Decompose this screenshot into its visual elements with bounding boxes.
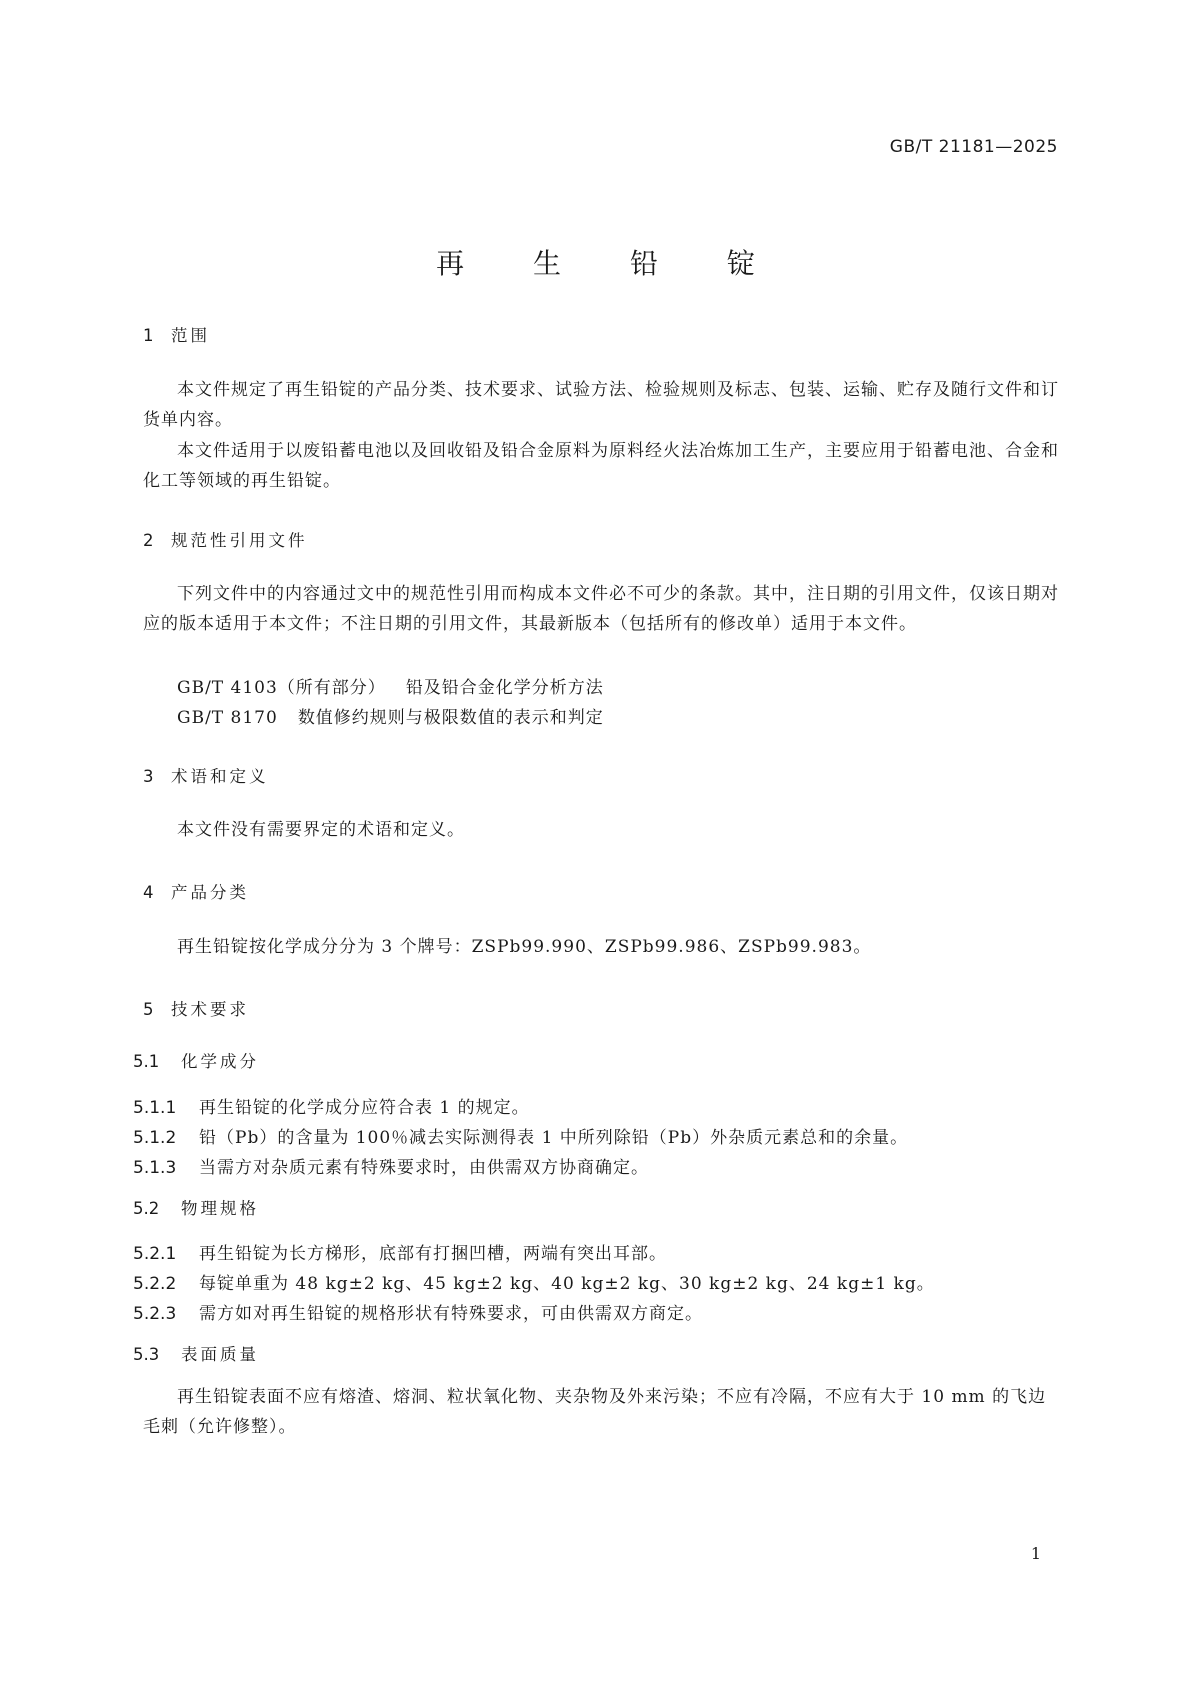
paragraph: 本文件规定了再生铅锭的产品分类、技术要求、试验方法、检验规则及标志、包装、运输、贮存及随行文件和订货单内容。 — [143, 380, 1059, 430]
reference-name: 数值修约规则与极限数值的表示和判定 — [297, 708, 604, 728]
paragraph: 下列文件中的内容通过文中的规范性引用而构成本文件必不可少的条款。其中，注日期的引用文件，仅该日期对应的版本适用于本文件；不注日期的引用文件，其最新版本（包括所有的修改单）适用于本文件。 — [143, 584, 1059, 634]
section-heading-2 — [143, 527, 308, 551]
subsection-number: 5.2 — [133, 1199, 160, 1218]
section-title: 术语和定义 — [171, 767, 269, 786]
reference-code: GB/T 4103（所有部分） — [177, 678, 386, 698]
section-heading-1 — [143, 322, 210, 346]
clause-item — [133, 1093, 530, 1118]
clause-number: 5.1.3 — [133, 1158, 177, 1178]
section-title: 产品分类 — [171, 883, 249, 902]
section-heading-4 — [143, 879, 249, 903]
clause-item — [133, 1299, 703, 1324]
clause-number: 5.1.1 — [133, 1098, 177, 1118]
subsection-heading-5-3 — [133, 1341, 259, 1365]
section-heading-5 — [143, 996, 249, 1020]
paragraph: 本文件没有需要界定的术语和定义。 — [177, 820, 465, 840]
section-number: 4 — [143, 883, 154, 902]
section-number: 2 — [143, 531, 154, 550]
section-number: 5 — [143, 1000, 154, 1019]
clause-item — [133, 1123, 908, 1148]
reference-code: GB/T 8170 — [177, 708, 278, 728]
section-title: 规范性引用文件 — [171, 531, 308, 550]
subsection-heading-5-2 — [133, 1195, 259, 1219]
paragraph: 再生铅锭表面不应有熔渣、熔洞、粒状氧化物、夹杂物及外来污染；不应有冷隔，不应有大于 10 mm 的飞边毛刺（允许修整）。 — [143, 1387, 1047, 1437]
reference-item — [177, 673, 604, 698]
section-number: 3 — [143, 767, 154, 786]
clause-item — [133, 1239, 667, 1264]
section-title: 技术要求 — [171, 1000, 249, 1019]
clause-item — [133, 1153, 649, 1178]
subsection-title: 物理规格 — [181, 1199, 259, 1218]
subsection-title: 化学成分 — [181, 1052, 259, 1071]
paragraph: 再生铅锭按化学成分分为 3 个牌号：ZSPb99.990、ZSPb99.986、ZSPb99.983。 — [177, 937, 872, 957]
clause-text: 再生铅锭为长方梯形，底部有打捆凹槽，两端有突出耳部。 — [199, 1244, 667, 1264]
section-heading-3 — [143, 763, 269, 787]
page-number: 1 — [1030, 1544, 1041, 1563]
clause-number: 5.2.2 — [133, 1274, 177, 1294]
clause-number: 5.2.3 — [133, 1304, 177, 1324]
section-title: 范围 — [171, 326, 210, 345]
clause-item — [133, 1269, 935, 1294]
clause-text: 需方如对再生铅锭的规格形状有特殊要求，可由供需双方商定。 — [199, 1304, 703, 1324]
clause-text: 铅（Pb）的含量为 100％减去实际测得表 1 中所列除铅（Pb）外杂质元素总和的余量。 — [199, 1128, 909, 1148]
reference-item — [177, 703, 604, 728]
subsection-title: 表面质量 — [181, 1345, 259, 1364]
section-number: 1 — [143, 326, 154, 345]
clause-text: 每锭单重为 48 kg±2 kg、45 kg±2 kg、40 kg±2 kg、30 kg±2 kg、24 kg±1 kg。 — [199, 1274, 935, 1294]
subsection-heading-5-1 — [133, 1048, 259, 1072]
clause-number: 5.1.2 — [133, 1128, 177, 1148]
subsection-number: 5.1 — [133, 1052, 160, 1071]
reference-name: 铅及铅合金化学分析方法 — [405, 678, 604, 698]
paragraph: 本文件适用于以废铅蓄电池以及回收铅及铅合金原料为原料经火法冶炼加工生产，主要应用于铅蓄电池、合金和化工等领域的再生铅锭。 — [143, 441, 1059, 491]
document-code: GB/T 21181—2025 — [889, 137, 1058, 157]
clause-text: 再生铅锭的化学成分应符合表 1 的规定。 — [199, 1098, 530, 1118]
clause-text: 当需方对杂质元素有特殊要求时，由供需双方协商确定。 — [199, 1158, 649, 1178]
clause-number: 5.2.1 — [133, 1244, 177, 1264]
page-title: 再 生 铅 锭 — [436, 247, 785, 280]
subsection-number: 5.3 — [133, 1345, 160, 1364]
